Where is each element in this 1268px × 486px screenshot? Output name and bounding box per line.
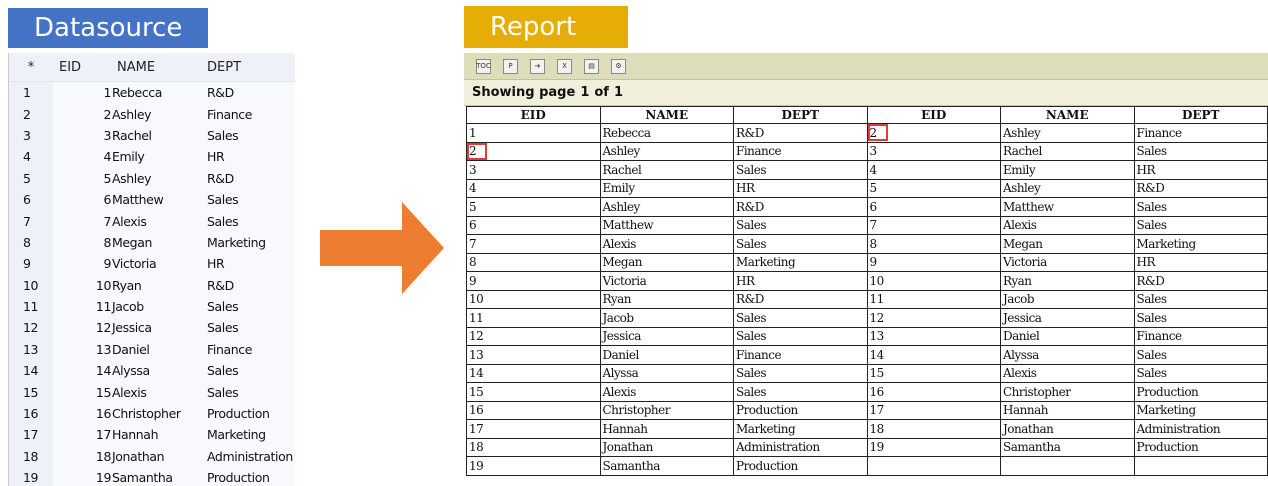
eid-cell[interactable] bbox=[53, 424, 111, 445]
report-cell: Finance bbox=[1134, 124, 1268, 143]
row-number: 15 bbox=[9, 381, 53, 402]
report-cell: Hannah bbox=[600, 420, 734, 439]
eid-value: 16 bbox=[95, 406, 111, 422]
eid-value: 9 bbox=[103, 256, 111, 272]
datasource-row[interactable] bbox=[9, 296, 295, 317]
report-row bbox=[467, 142, 1268, 161]
eid-cell[interactable] bbox=[53, 275, 111, 296]
report-cell: 10 bbox=[867, 272, 1001, 291]
row-number: 1 bbox=[9, 82, 53, 104]
report-viewer bbox=[464, 53, 1268, 486]
datasource-row[interactable] bbox=[9, 103, 295, 124]
report-cell: 17 bbox=[867, 401, 1001, 420]
report-row bbox=[467, 309, 1268, 328]
report-cell: 19 bbox=[867, 438, 1001, 457]
report-cell: 17 bbox=[467, 420, 601, 439]
report-cell: HR bbox=[734, 272, 868, 291]
dept-cell[interactable]: Sales bbox=[201, 381, 295, 402]
eid-cell[interactable] bbox=[53, 296, 111, 317]
datasource-row[interactable] bbox=[9, 125, 295, 146]
eid-value: 1 bbox=[103, 85, 111, 101]
name-value: Alyssa bbox=[112, 363, 150, 379]
report-cell: Administration bbox=[734, 438, 868, 457]
report-row bbox=[467, 420, 1268, 439]
dept-cell[interactable]: Finance bbox=[201, 339, 295, 360]
report-cell: R&D bbox=[1134, 179, 1268, 198]
report-toolbar bbox=[464, 53, 1268, 80]
datasource-row[interactable] bbox=[9, 446, 295, 467]
report-cell: Daniel bbox=[600, 346, 734, 365]
report-cell bbox=[1134, 457, 1268, 476]
report-cell: Jessica bbox=[1001, 309, 1135, 328]
dept-cell[interactable]: R&D bbox=[201, 82, 295, 104]
report-row bbox=[467, 235, 1268, 254]
report-cell: 13 bbox=[867, 327, 1001, 346]
row-number: 11 bbox=[9, 296, 53, 317]
report-cell: Production bbox=[1134, 383, 1268, 402]
dept-cell[interactable]: Administration bbox=[201, 446, 295, 467]
name-cell[interactable] bbox=[111, 339, 201, 360]
row-number: 17 bbox=[9, 424, 53, 445]
report-cell: Ryan bbox=[600, 290, 734, 309]
dept-cell[interactable]: Sales bbox=[201, 317, 295, 338]
report-cell: Emily bbox=[1001, 161, 1135, 180]
eid-value: 19 bbox=[95, 470, 111, 486]
eid-cell[interactable] bbox=[53, 232, 111, 253]
report-cell: 6 bbox=[467, 216, 601, 235]
report-cell: 15 bbox=[867, 364, 1001, 383]
column-header-eid[interactable]: EID bbox=[53, 53, 111, 82]
report-cell: Marketing bbox=[1134, 235, 1268, 254]
name-cell[interactable] bbox=[111, 232, 201, 253]
report-cell: 8 bbox=[467, 253, 601, 272]
report-cell: Rebecca bbox=[600, 124, 734, 143]
report-column-header: EID bbox=[867, 107, 1001, 124]
toc-icon[interactable]: TOC bbox=[476, 59, 491, 74]
report-cell: Sales bbox=[1134, 346, 1268, 365]
report-row bbox=[467, 457, 1268, 476]
report-row bbox=[467, 290, 1268, 309]
name-cell[interactable] bbox=[111, 446, 201, 467]
dept-cell[interactable]: Sales bbox=[201, 296, 295, 317]
report-cell: Sales bbox=[734, 216, 868, 235]
page-status-of: of bbox=[594, 85, 609, 100]
current-page: 1 bbox=[580, 85, 590, 100]
eid-cell[interactable] bbox=[53, 360, 111, 381]
report-cell: Jonathan bbox=[600, 438, 734, 457]
report-cell: Sales bbox=[734, 309, 868, 328]
datasource-row[interactable] bbox=[9, 210, 295, 231]
name-value: Daniel bbox=[112, 341, 150, 357]
datasource-row[interactable] bbox=[9, 424, 295, 445]
export-icon[interactable]: ➔ bbox=[530, 59, 545, 74]
row-number: 10 bbox=[9, 275, 53, 296]
name-value: Hannah bbox=[112, 427, 159, 443]
report-cell: 4 bbox=[467, 179, 601, 198]
report-cell: 18 bbox=[867, 420, 1001, 439]
column-header-name[interactable]: NAME bbox=[111, 53, 201, 82]
report-cell: Jessica bbox=[600, 327, 734, 346]
name-value: Ryan bbox=[112, 277, 142, 293]
report-cell: 5 bbox=[867, 179, 1001, 198]
report-row bbox=[467, 383, 1268, 402]
row-number: 19 bbox=[9, 467, 53, 486]
dept-cell[interactable]: Finance bbox=[201, 103, 295, 124]
eid-value: 11 bbox=[95, 299, 111, 315]
report-cell: Sales bbox=[1134, 364, 1268, 383]
dept-cell[interactable]: Sales bbox=[201, 210, 295, 231]
report-column-header: NAME bbox=[600, 107, 734, 124]
report-cell: Sales bbox=[734, 235, 868, 254]
datasource-row[interactable] bbox=[9, 467, 295, 486]
report-cell: 11 bbox=[867, 290, 1001, 309]
report-cell: R&D bbox=[734, 198, 868, 217]
dept-cell[interactable]: HR bbox=[201, 253, 295, 274]
report-cell: Sales bbox=[1134, 216, 1268, 235]
report-cell: Ryan bbox=[1001, 272, 1135, 291]
report-cell: Samantha bbox=[1001, 438, 1135, 457]
datasource-row[interactable] bbox=[9, 232, 295, 253]
report-row bbox=[467, 327, 1268, 346]
print-settings-icon[interactable]: ⚙ bbox=[611, 59, 626, 74]
name-cell[interactable] bbox=[111, 424, 201, 445]
report-cell: Alyssa bbox=[600, 364, 734, 383]
report-cell: 15 bbox=[467, 383, 601, 402]
eid-value: 12 bbox=[95, 320, 111, 336]
report-cell: 2 bbox=[467, 142, 601, 161]
report-cell: Finance bbox=[734, 346, 868, 365]
report-cell: 9 bbox=[867, 253, 1001, 272]
export-excel-icon[interactable]: X bbox=[557, 59, 572, 74]
report-cell: Ashley bbox=[1001, 179, 1135, 198]
report-cell: Megan bbox=[600, 253, 734, 272]
report-cell: 18 bbox=[467, 438, 601, 457]
eid-value: 6 bbox=[103, 192, 111, 208]
name-value: Christopher bbox=[112, 406, 181, 422]
dept-cell[interactable]: Production bbox=[201, 467, 295, 486]
report-cell: R&D bbox=[1134, 272, 1268, 291]
eid-cell[interactable] bbox=[53, 339, 111, 360]
report-cell: Ashley bbox=[1001, 124, 1135, 143]
row-number: 7 bbox=[9, 210, 53, 231]
name-cell[interactable] bbox=[111, 467, 201, 486]
eid-cell[interactable] bbox=[53, 168, 111, 189]
report-cell: Administration bbox=[1134, 420, 1268, 439]
datasource-row[interactable] bbox=[9, 339, 295, 360]
report-cell: Alexis bbox=[600, 235, 734, 254]
row-number: 14 bbox=[9, 360, 53, 381]
report-row bbox=[467, 346, 1268, 365]
report-cell: Alexis bbox=[1001, 216, 1135, 235]
report-cell: Marketing bbox=[734, 420, 868, 439]
row-number: 18 bbox=[9, 446, 53, 467]
report-cell: Megan bbox=[1001, 235, 1135, 254]
name-value: Jessica bbox=[112, 320, 152, 336]
name-value: Alexis bbox=[112, 213, 147, 229]
name-cell[interactable] bbox=[111, 253, 201, 274]
report-cell: Rachel bbox=[600, 161, 734, 180]
print-icon[interactable]: ▤ bbox=[584, 59, 599, 74]
report-cell: 11 bbox=[467, 309, 601, 328]
report-cell: 8 bbox=[867, 235, 1001, 254]
name-cell[interactable] bbox=[111, 296, 201, 317]
datasource-grid bbox=[8, 53, 295, 486]
eid-value: 17 bbox=[95, 427, 111, 443]
name-value: Alexis bbox=[112, 384, 147, 400]
datasource-row[interactable] bbox=[9, 275, 295, 296]
eid-cell[interactable] bbox=[53, 381, 111, 402]
report-cell: 7 bbox=[867, 216, 1001, 235]
eid-value: 3 bbox=[103, 127, 111, 143]
name-value: Samantha bbox=[112, 470, 173, 486]
report-cell: Ashley bbox=[600, 142, 734, 161]
datasource-row[interactable] bbox=[9, 403, 295, 424]
report-cell: Ashley bbox=[600, 198, 734, 217]
report-cell: Marketing bbox=[734, 253, 868, 272]
report-row bbox=[467, 438, 1268, 457]
page-status-label: Showing page bbox=[472, 85, 576, 100]
row-number: 4 bbox=[9, 146, 53, 167]
eid-cell[interactable] bbox=[53, 253, 111, 274]
name-value: Ashley bbox=[112, 106, 152, 122]
report-cell: HR bbox=[734, 179, 868, 198]
report-cell: R&D bbox=[734, 290, 868, 309]
name-cell[interactable] bbox=[111, 360, 201, 381]
report-cell: 13 bbox=[467, 346, 601, 365]
eid-cell[interactable] bbox=[53, 317, 111, 338]
report-cell: Alyssa bbox=[1001, 346, 1135, 365]
datasource-title: Datasource bbox=[8, 8, 208, 48]
dept-cell[interactable]: Sales bbox=[201, 125, 295, 146]
report-cell: Sales bbox=[1134, 198, 1268, 217]
name-value: Rachel bbox=[112, 127, 152, 143]
report-cell: Emily bbox=[600, 179, 734, 198]
report-row bbox=[467, 401, 1268, 420]
eid-value: 18 bbox=[95, 448, 111, 464]
report-column-header: DEPT bbox=[1134, 107, 1268, 124]
report-cell: 19 bbox=[467, 457, 601, 476]
row-number-header[interactable]: * bbox=[9, 53, 53, 82]
report-column-header: NAME bbox=[1001, 107, 1135, 124]
name-value: Matthew bbox=[112, 192, 164, 208]
eid-value: 14 bbox=[95, 363, 111, 379]
eid-cell[interactable] bbox=[53, 125, 111, 146]
column-header-dept[interactable]: DEPT bbox=[201, 53, 295, 82]
name-value: Ashley bbox=[112, 170, 152, 186]
name-cell[interactable] bbox=[111, 82, 201, 104]
name-value: Jacob bbox=[112, 299, 144, 315]
report-cell bbox=[867, 457, 1001, 476]
dept-cell[interactable]: R&D bbox=[201, 168, 295, 189]
report-cell: 7 bbox=[467, 235, 601, 254]
datasource-row[interactable] bbox=[9, 381, 295, 402]
report-row bbox=[467, 253, 1268, 272]
report-column-header: EID bbox=[467, 107, 601, 124]
report-cell: Production bbox=[1134, 438, 1268, 457]
eid-cell[interactable] bbox=[53, 189, 111, 210]
report-row bbox=[467, 364, 1268, 383]
report-cell: 2 bbox=[867, 124, 1001, 143]
name-cell[interactable] bbox=[111, 189, 201, 210]
report-row bbox=[467, 198, 1268, 217]
report-cell bbox=[1001, 457, 1135, 476]
report-cell: Rachel bbox=[1001, 142, 1135, 161]
report-cell: 3 bbox=[467, 161, 601, 180]
eid-value: 7 bbox=[103, 213, 111, 229]
datasource-row[interactable] bbox=[9, 82, 295, 104]
report-cell: Sales bbox=[1134, 290, 1268, 309]
eid-cell[interactable] bbox=[53, 210, 111, 231]
eid-value: 4 bbox=[103, 149, 111, 165]
report-cell: 16 bbox=[867, 383, 1001, 402]
name-cell[interactable] bbox=[111, 125, 201, 146]
report-cell: 16 bbox=[467, 401, 601, 420]
export-pdf-icon[interactable]: P bbox=[503, 59, 518, 74]
dept-cell[interactable]: Production bbox=[201, 403, 295, 424]
report-cell: HR bbox=[1134, 161, 1268, 180]
report-cell: 10 bbox=[467, 290, 601, 309]
eid-value: 10 bbox=[95, 277, 111, 293]
report-cell: Sales bbox=[734, 383, 868, 402]
dept-cell[interactable]: R&D bbox=[201, 275, 295, 296]
report-cell: 1 bbox=[467, 124, 601, 143]
report-cell: Sales bbox=[734, 364, 868, 383]
name-cell[interactable] bbox=[111, 210, 201, 231]
report-cell: Production bbox=[734, 457, 868, 476]
row-number: 8 bbox=[9, 232, 53, 253]
report-cell: Jonathan bbox=[1001, 420, 1135, 439]
datasource-row[interactable] bbox=[9, 317, 295, 338]
datasource-row[interactable] bbox=[9, 189, 295, 210]
eid-value: 13 bbox=[95, 341, 111, 357]
eid-cell[interactable] bbox=[53, 403, 111, 424]
report-cell: 9 bbox=[467, 272, 601, 291]
report-cell: 5 bbox=[467, 198, 601, 217]
datasource-header-row bbox=[9, 53, 295, 82]
eid-value: 15 bbox=[95, 384, 111, 400]
row-number: 16 bbox=[9, 403, 53, 424]
report-cell: 14 bbox=[867, 346, 1001, 365]
page-status bbox=[464, 80, 1268, 106]
report-cell: HR bbox=[1134, 253, 1268, 272]
name-cell[interactable] bbox=[111, 381, 201, 402]
report-table-area bbox=[464, 106, 1268, 476]
row-number: 2 bbox=[9, 103, 53, 124]
report-cell: Sales bbox=[1134, 309, 1268, 328]
name-value: Emily bbox=[112, 149, 145, 165]
name-cell[interactable] bbox=[111, 146, 201, 167]
report-cell: Daniel bbox=[1001, 327, 1135, 346]
name-cell[interactable] bbox=[111, 103, 201, 124]
report-cell: 14 bbox=[467, 364, 601, 383]
report-cell: R&D bbox=[734, 124, 868, 143]
report-cell: Jacob bbox=[1001, 290, 1135, 309]
name-cell[interactable] bbox=[111, 317, 201, 338]
report-cell: Matthew bbox=[600, 216, 734, 235]
report-column-header: DEPT bbox=[734, 107, 868, 124]
report-cell: 4 bbox=[867, 161, 1001, 180]
report-cell: Hannah bbox=[1001, 401, 1135, 420]
arrow-right-icon bbox=[318, 200, 446, 296]
eid-value: 8 bbox=[103, 234, 111, 250]
report-cell: Marketing bbox=[1134, 401, 1268, 420]
report-cell: Christopher bbox=[1001, 383, 1135, 402]
report-cell: 6 bbox=[867, 198, 1001, 217]
name-value: Rebecca bbox=[112, 85, 163, 101]
name-value: Victoria bbox=[112, 256, 157, 272]
report-cell: 12 bbox=[467, 327, 601, 346]
report-cell: Alexis bbox=[1001, 364, 1135, 383]
dept-cell[interactable]: Marketing bbox=[201, 424, 295, 445]
row-number: 5 bbox=[9, 168, 53, 189]
report-row bbox=[467, 179, 1268, 198]
report-cell: Jacob bbox=[600, 309, 734, 328]
report-cell: 3 bbox=[867, 142, 1001, 161]
eid-cell[interactable] bbox=[53, 446, 111, 467]
dept-cell[interactable]: Sales bbox=[201, 189, 295, 210]
datasource-row[interactable] bbox=[9, 360, 295, 381]
report-cell: Alexis bbox=[600, 383, 734, 402]
datasource-row[interactable] bbox=[9, 146, 295, 167]
datasource-row[interactable] bbox=[9, 253, 295, 274]
report-cell: Samantha bbox=[600, 457, 734, 476]
report-cell: Victoria bbox=[600, 272, 734, 291]
name-cell[interactable] bbox=[111, 275, 201, 296]
row-number: 9 bbox=[9, 253, 53, 274]
report-row bbox=[467, 216, 1268, 235]
report-header-row bbox=[467, 107, 1268, 124]
name-value: Megan bbox=[112, 234, 152, 250]
row-number: 6 bbox=[9, 189, 53, 210]
eid-value: 2 bbox=[103, 106, 111, 122]
dept-cell[interactable]: HR bbox=[201, 146, 295, 167]
report-row bbox=[467, 124, 1268, 143]
report-row bbox=[467, 272, 1268, 291]
report-cell: Sales bbox=[734, 327, 868, 346]
eid-cell[interactable] bbox=[53, 146, 111, 167]
report-cell: Production bbox=[734, 401, 868, 420]
eid-cell[interactable] bbox=[53, 82, 111, 104]
eid-value: 5 bbox=[103, 170, 111, 186]
report-row bbox=[467, 161, 1268, 180]
report-cell: Matthew bbox=[1001, 198, 1135, 217]
report-cell: Christopher bbox=[600, 401, 734, 420]
report-cell: Finance bbox=[734, 142, 868, 161]
total-pages: 1 bbox=[613, 85, 623, 100]
name-cell[interactable] bbox=[111, 403, 201, 424]
eid-cell[interactable] bbox=[53, 103, 111, 124]
name-value: Jonathan bbox=[112, 448, 165, 464]
datasource-row[interactable] bbox=[9, 168, 295, 189]
report-cell: Sales bbox=[1134, 142, 1268, 161]
report-cell: Sales bbox=[734, 161, 868, 180]
report-cell: 12 bbox=[867, 309, 1001, 328]
eid-cell[interactable] bbox=[53, 467, 111, 486]
row-number: 13 bbox=[9, 339, 53, 360]
report-title: Report bbox=[464, 6, 628, 48]
row-number: 3 bbox=[9, 125, 53, 146]
report-cell: Finance bbox=[1134, 327, 1268, 346]
row-number: 12 bbox=[9, 317, 53, 338]
name-cell[interactable] bbox=[111, 168, 201, 189]
dept-cell[interactable]: Sales bbox=[201, 360, 295, 381]
report-cell: Victoria bbox=[1001, 253, 1135, 272]
dept-cell[interactable]: Marketing bbox=[201, 232, 295, 253]
